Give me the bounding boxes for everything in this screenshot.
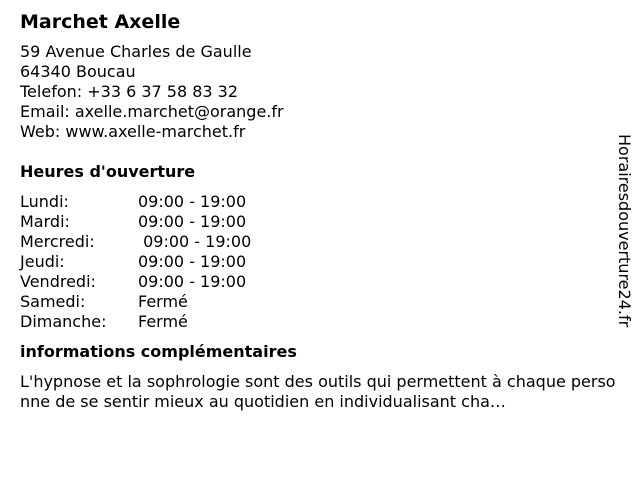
day-label: Mardi:	[20, 212, 70, 231]
hours-row-tuesday	[20, 212, 620, 232]
additional-info-text: L'hypnose et la sophrologie sont des outils qui permettent à chaque personne de se sentir mieux au quotidien en individualisant cha…	[20, 372, 616, 411]
day-label: Lundi:	[20, 192, 69, 211]
hours-value: 09:00 - 19:00	[138, 212, 247, 231]
hours-row-monday	[20, 192, 620, 212]
day-label: Samedi:	[20, 292, 86, 311]
business-card	[20, 10, 620, 412]
opening-hours-table	[20, 192, 620, 332]
opening-hours-heading: Heures d'ouverture	[20, 162, 196, 181]
day-label: Vendredi:	[20, 272, 96, 291]
hours-value: 09:00 - 19:00	[138, 192, 247, 211]
day-label: Jeudi:	[20, 252, 65, 271]
hours-row-friday	[20, 272, 620, 292]
hours-row-saturday	[20, 292, 620, 312]
phone-number[interactable]: Telefon: +33 6 37 58 83 32	[20, 82, 239, 101]
address-city: 64340 Boucau	[20, 62, 136, 81]
address-street: 59 Avenue Charles de Gaulle	[20, 42, 252, 61]
hours-value: 09:00 - 19:00	[138, 272, 247, 291]
additional-info-heading: informations complémentaires	[20, 342, 297, 361]
hours-row-sunday	[20, 312, 620, 332]
hours-value: 09:00 - 19:00	[138, 232, 252, 251]
day-label: Dimanche:	[20, 312, 107, 331]
hours-row-wednesday	[20, 232, 620, 252]
hours-value: 09:00 - 19:00	[138, 252, 247, 271]
site-brand-watermark: Horairesdouverture24.fr	[615, 134, 634, 328]
website-link[interactable]: Web: www.axelle-marchet.fr	[20, 122, 246, 141]
hours-value: Fermé	[138, 312, 188, 331]
business-name: Marchet Axelle	[20, 11, 181, 33]
day-label: Mercredi:	[20, 232, 95, 251]
email-address[interactable]: Email: axelle.marchet@orange.fr	[20, 102, 284, 121]
hours-row-thursday	[20, 252, 620, 272]
contact-block	[20, 42, 620, 142]
hours-value: Fermé	[138, 292, 188, 311]
